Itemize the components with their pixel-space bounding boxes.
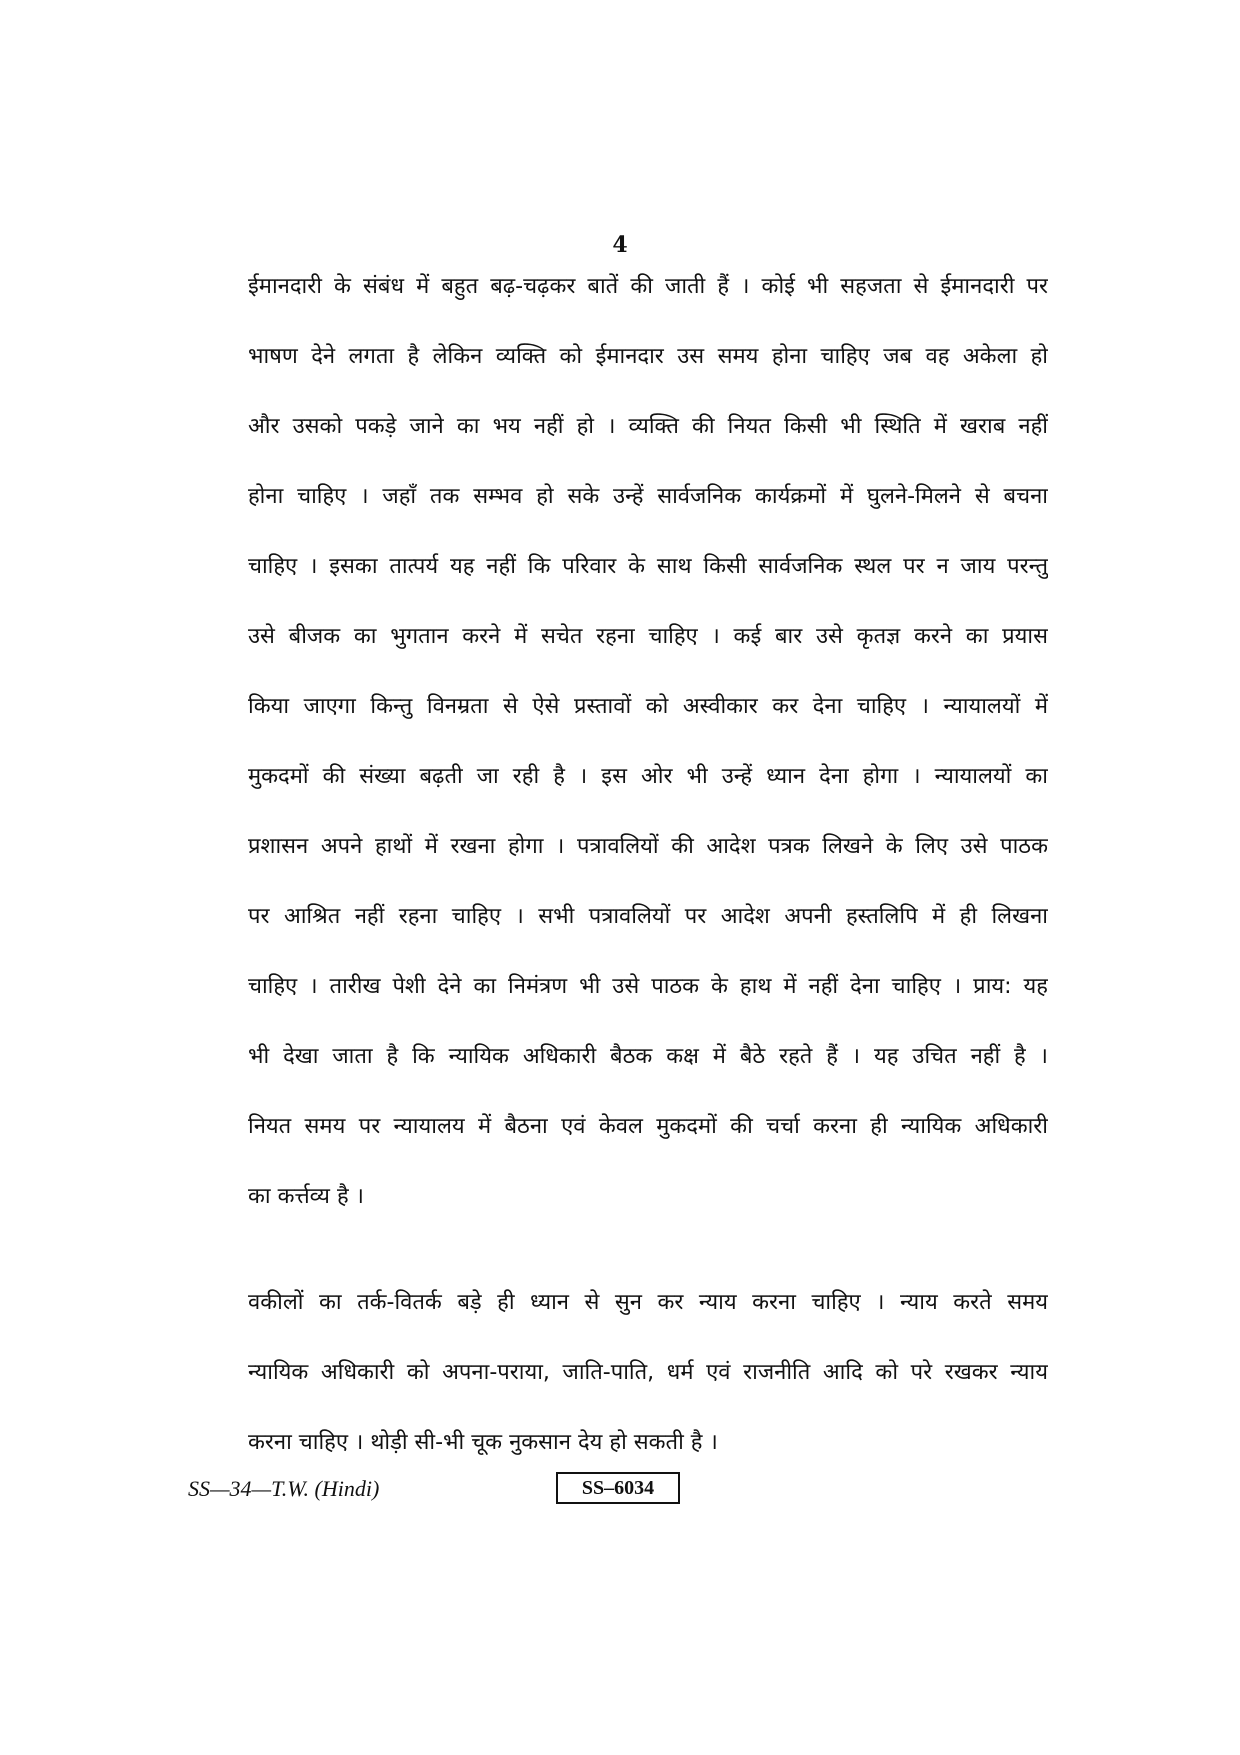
paragraph-line: मुकदमों की संख्या बढ़ती जा रही है । इस ओर भी उन्हें ध्यान देना होगा । न्यायालयों का: [248, 764, 1048, 789]
paragraph-line: चाहिए । इसका तात्पर्य यह नहीं कि परिवार के साथ किसी सार्वजनिक स्थल पर न जाय परन्तु: [248, 554, 1048, 579]
footer-booklet-code: SS–6034: [556, 1472, 680, 1504]
paragraph-line: न्यायिक अधिकारी को अपना-पराया, जाति-पाति, धर्म एवं राजनीति आदि को परे रखकर न्याय: [248, 1360, 1048, 1385]
paragraph-line: उसे बीजक का भुगतान करने में सचेत रहना चाहिए । कई बार उसे कृतज्ञ करने का प्रयास: [248, 624, 1048, 649]
paragraph-line: पर आश्रित नहीं रहना चाहिए । सभी पत्रावलियों पर आदेश अपनी हस्तलिपि में ही लिखना: [248, 904, 1048, 929]
paragraph-line: किया जाएगा किन्तु विनम्रता से ऐसे प्रस्तावों को अस्वीकार कर देना चाहिए । न्यायालयों में: [248, 694, 1048, 719]
paragraph-line: का कर्त्तव्य है ।: [248, 1184, 364, 1209]
paragraph-line: ईमानदारी के संबंध में बहुत बढ़-चढ़कर बातें की जाती हैं । कोई भी सहजता से ईमानदारी पर: [248, 274, 1048, 299]
paragraph-line: वकीलों का तर्क-वितर्क बड़े ही ध्यान से सुन कर न्याय करना चाहिए । न्याय करते समय: [248, 1290, 1048, 1315]
paragraph-line: भाषण देने लगता है लेकिन व्यक्ति को ईमानदार उस समय होना चाहिए जब वह अकेला हो: [248, 344, 1048, 369]
page-number: 4: [612, 232, 628, 258]
paragraph-line: और उसको पकड़े जाने का भय नहीं हो । व्यक्ति की नियत किसी भी स्थिति में खराब नहीं: [248, 414, 1048, 439]
paragraph-1: [248, 252, 1048, 1232]
paragraph-line: नियत समय पर न्यायालय में बैठना एवं केवल मुकदमों की चर्चा करना ही न्यायिक अधिकारी: [248, 1114, 1048, 1139]
paragraph-line: चाहिए । तारीख पेशी देने का निमंत्रण भी उसे पाठक के हाथ में नहीं देना चाहिए । प्राय: यह: [248, 974, 1048, 999]
paragraph-line: होना चाहिए । जहाँ तक सम्भव हो सके उन्हें सार्वजनिक कार्यक्रमों में घुलने-मिलने से बचना: [248, 484, 1048, 509]
footer-paper-code: SS—34—T.W. (Hindi): [188, 1476, 380, 1501]
paragraph-line: करना चाहिए । थोड़ी सी-भी चूक नुकसान देय हो सकती है ।: [248, 1430, 718, 1455]
paragraph-line: भी देखा जाता है कि न्यायिक अधिकारी बैठक कक्ष में बैठे रहते हैं । यह उचित नहीं है ।: [248, 1044, 1048, 1069]
paragraph-line: प्रशासन अपने हाथों में रखना होगा । पत्रावलियों की आदेश पत्रक लिखने के लिए उसे पाठक: [248, 834, 1048, 859]
paragraph-2: [248, 1268, 1048, 1478]
